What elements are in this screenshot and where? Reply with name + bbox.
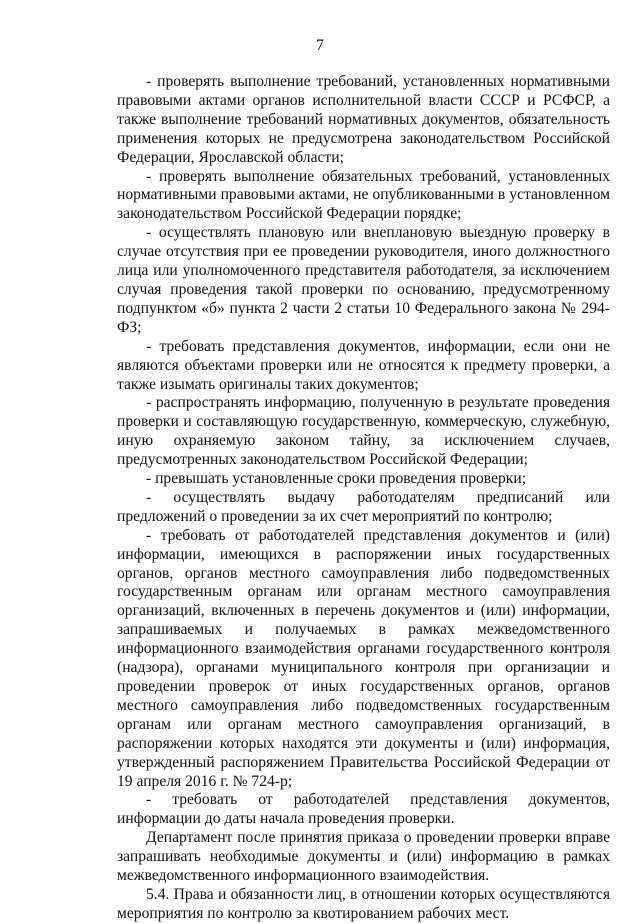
paragraph-prohibition-demand-before-start: - требовать от работодателей представления документов, информации до даты начала проведения проверки. (117, 791, 610, 828)
paragraph-prohibition-inspection-without-employer: - осуществлять плановую или внеплановую выездную проверку в случае отсутствия при ее проведении руководителя, иного должностного лица или уполномоченного представителя работодателя, за исключением случая проведения такой проверки по основанию, предусмотренному подпунктом «б» пункта 2 части 2 статьи 10 Федерального закона № 294-ФЗ; (117, 224, 610, 336)
paragraph-section-5-4: 5.4. Права и обязанности лиц, в отношении которых осуществляются мероприятия по контролю за квотированием рабочих мест. (117, 885, 610, 922)
paragraph-prohibition-ussr-acts: - проверять выполнение требований, установленных нормативными правовыми актами органов исполнительной власти СССР и РСФСР, а также выполнение требований нормативных документов, обязательность применения которых не предусмотрена законодательством Российской Федерации, Ярославской области; (117, 73, 610, 166)
paragraph-prohibition-disclose-secrets: - распространять информацию, полученную в результате проведения проверки и составляющую государственную, коммерческую, служебную, иную охраняемую законом тайну, за исключением случаев, предусмотренных законодательством Российской Федерации; (117, 394, 610, 469)
paragraph-department-request-rights: Департамент после принятия приказа о проведении проверки вправе запрашивать необходимые документы и (или) информацию в рамках межведомственного информационного взаимодействия. (117, 829, 610, 885)
paragraph-prohibition-demand-documents: - требовать представления документов, информации, если они не являются объектами проверки или не относятся к предмету проверки, а также изымать оригиналы таких документов; (117, 337, 610, 393)
paragraph-prohibition-unpublished-acts: - проверять выполнение обязательных требований, установленных нормативными правовыми актами, не опубликованными в установленном законодательством Российской Федерации порядке; (117, 167, 610, 223)
page-number: 7 (316, 37, 324, 54)
paragraph-prohibition-issue-orders: - осуществлять выдачу работодателям предписаний или предложений о проведении за их счет мероприятий по контролю; (117, 488, 610, 525)
paragraph-prohibition-demand-interagency-info: - требовать от работодателей представления документов и (или) информации, имеющихся в распоряжении иных государственных органов, органов местного самоуправления либо подведомственных государственным органам или органам местного самоуправления организаций, включенных в перечень документов и (или) информации, запрашиваемых и получаемых в рамках межведомственного информационного взаимодействия органами государственного контроля (надзора), органами муниципального контроля при организации и проведении проверок от иных государственных органов, органов местного самоуправления либо подведомственных государственным органам или органам местного самоуправления организаций, в распоряжении которых находятся эти документы и (или) информация, утвержденный распоряжением Правительства Российской Федерации от 19 апреля 2016 г. № 724-р; (117, 526, 610, 790)
document-body (117, 73, 610, 924)
paragraph-prohibition-exceed-deadlines: - превышать установленные сроки проведения проверки; (146, 470, 527, 488)
